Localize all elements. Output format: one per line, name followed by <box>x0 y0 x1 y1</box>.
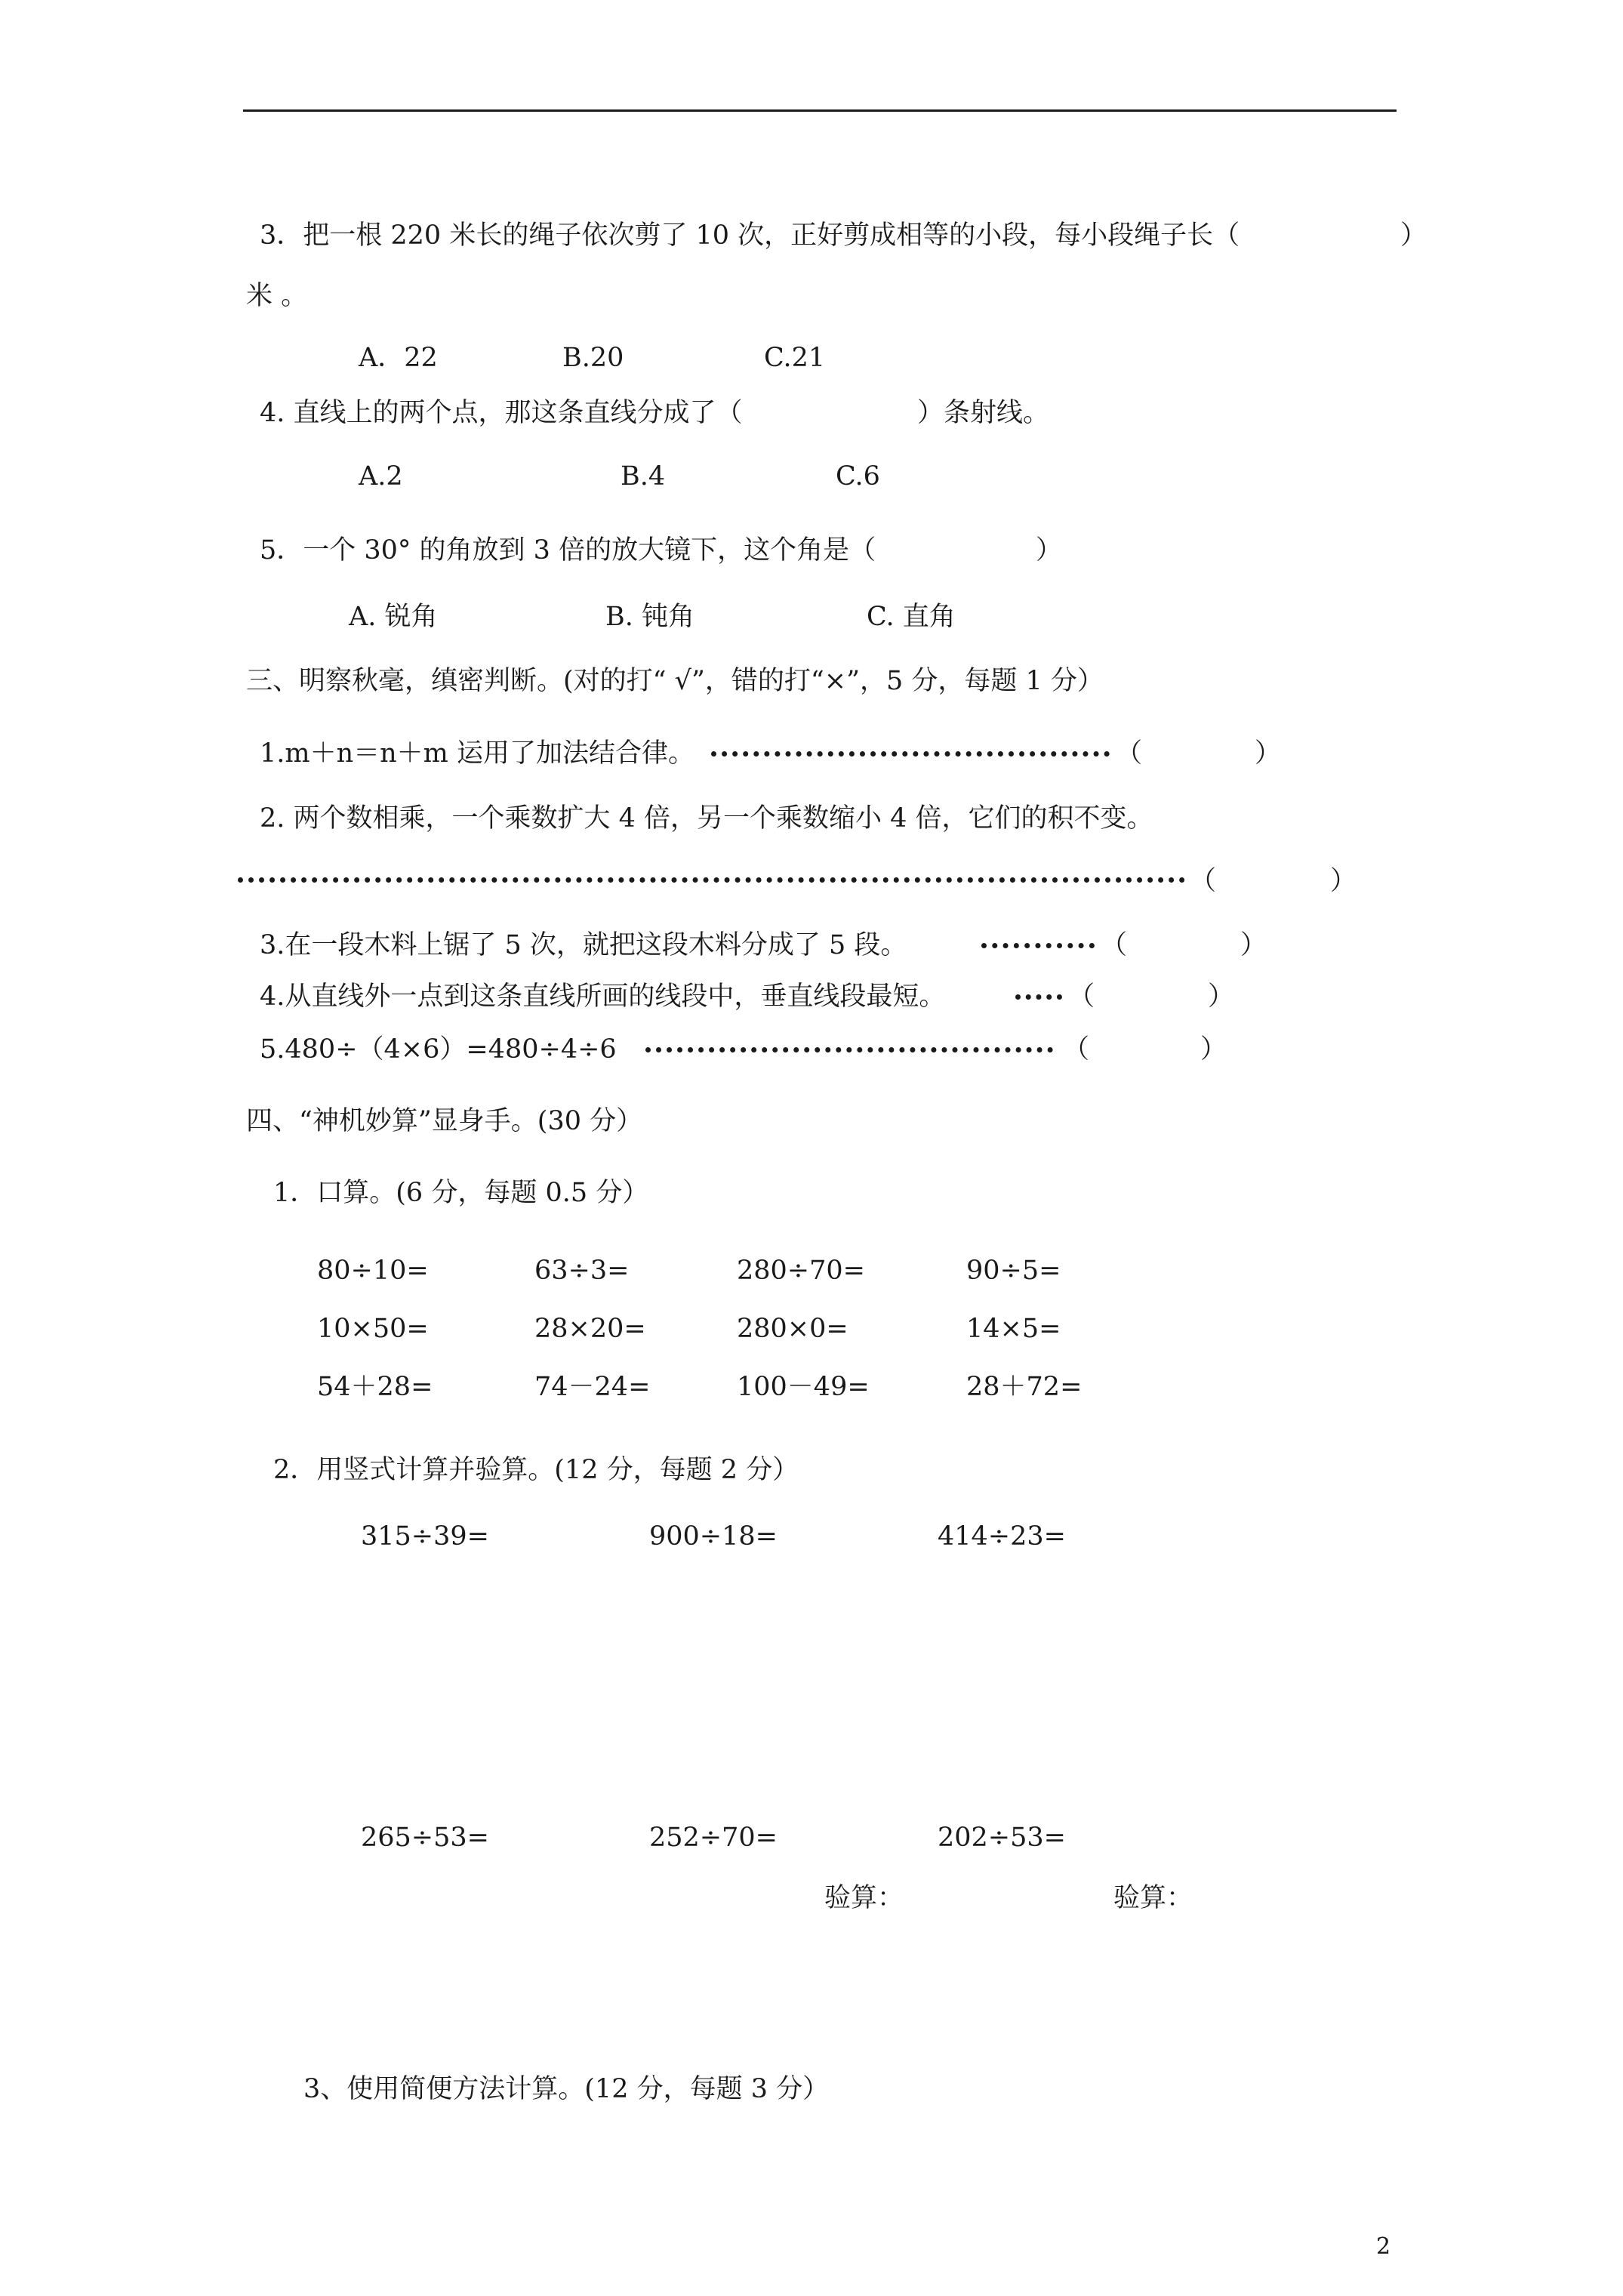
judge-item-3: 3.在一段木料上锯了 5 次，就把这段木料分成了 5 段。 <box>260 930 907 960</box>
mental-math-item: 280÷70= <box>737 1256 865 1286</box>
vertical-calc-item: 265÷53= <box>361 1823 489 1853</box>
vertical-calc-item: 414÷23= <box>938 1521 1066 1552</box>
q5-close-paren: ） <box>1036 535 1063 566</box>
judge-item-5-close: ） <box>1200 1034 1227 1065</box>
mental-math-item: 54＋28= <box>317 1372 433 1402</box>
q4-option-a: A.2 <box>359 461 403 492</box>
judge-item-2-close: ） <box>1330 866 1357 896</box>
judge-item-4-close: ） <box>1208 982 1235 1012</box>
q3-option-b: B.20 <box>562 343 624 373</box>
page-number: 2 <box>1376 2233 1391 2260</box>
q4-text: 4. 直线上的两个点，那这条直线分成了（ <box>260 398 743 428</box>
vertical-calc-item: 900÷18= <box>649 1521 778 1552</box>
judge-item-4-leader <box>1015 994 1062 1000</box>
q3-close-paren: ） <box>1400 220 1427 251</box>
judge-item-4-open: （ <box>1068 982 1095 1012</box>
q3-continuation: 米 。 <box>246 281 308 311</box>
vertical-calc-title: 2．用竖式计算并验算。(12 分，每题 2 分） <box>273 1455 799 1485</box>
judge-item-3-close: ） <box>1240 930 1267 960</box>
header-rule <box>243 109 1397 112</box>
section3-title: 三、明察秋毫，缜密判断。(对的打“ √”，错的打“×”，5 分，每题 1 分） <box>246 666 1104 696</box>
q4-option-c: C.6 <box>836 461 880 492</box>
judge-item-2-open: （ <box>1190 866 1217 896</box>
q5-text: 5．一个 30° 的角放到 3 倍的放大镜下，这个角是（ <box>260 535 876 566</box>
judge-item-4: 4.从直线外一点到这条直线所画的线段中，垂直线段最短。 <box>260 982 946 1012</box>
mental-math-title: 1．口算。(6 分，每题 0.5 分） <box>273 1178 649 1208</box>
judge-item-2-leader <box>238 877 1185 883</box>
mental-math-item: 63÷3= <box>534 1256 630 1286</box>
judge-item-1-close: ） <box>1255 738 1282 769</box>
mental-math-item: 74－24= <box>534 1372 651 1402</box>
judge-item-2: 2. 两个数相乘，一个乘数扩大 4 倍，另一个乘数缩小 4 倍，它们的积不变。 <box>260 803 1153 834</box>
mental-math-item: 10×50= <box>317 1314 429 1344</box>
judge-item-1-leader <box>711 751 1110 757</box>
judge-item-3-leader <box>981 943 1095 948</box>
q4-option-b: B.4 <box>621 461 666 492</box>
mental-math-item: 28＋72= <box>966 1372 1083 1402</box>
judge-item-5-open: （ <box>1063 1034 1090 1065</box>
check-label: 验算： <box>824 1883 904 1913</box>
judge-item-5-leader <box>645 1047 1053 1052</box>
judge-item-1-open: （ <box>1116 738 1143 769</box>
q5-option-a: A. 锐角 <box>349 602 438 632</box>
vertical-calc-item: 252÷70= <box>649 1823 778 1853</box>
check-label: 验算： <box>1113 1883 1193 1913</box>
q5-option-c: C. 直角 <box>867 602 956 632</box>
section4-title: 四、“神机妙算”显身手。(30 分） <box>246 1106 643 1136</box>
mental-math-item: 90÷5= <box>966 1256 1061 1286</box>
mental-math-item: 14×5= <box>966 1314 1061 1344</box>
mental-math-item: 28×20= <box>534 1314 646 1344</box>
judge-item-1: 1.m＋n＝n＋m 运用了加法结合律。 <box>260 738 694 769</box>
mental-math-item: 100－49= <box>737 1372 870 1402</box>
q5-option-b: B. 钝角 <box>605 602 694 632</box>
vertical-calc-item: 202÷53= <box>938 1823 1066 1853</box>
q3-option-a: A．22 <box>359 343 438 373</box>
judge-item-3-open: （ <box>1101 930 1128 960</box>
vertical-calc-item: 315÷39= <box>361 1521 489 1552</box>
mental-math-item: 280×0= <box>737 1314 848 1344</box>
mental-math-item: 80÷10= <box>317 1256 429 1286</box>
q3-option-c: C.21 <box>764 343 826 373</box>
q4-close-paren: ）条射线。 <box>917 398 1050 428</box>
q3-text: 3．把一根 220 米长的绳子依次剪了 10 次，正好剪成相等的小段，每小段绳子长（ <box>260 220 1240 251</box>
simplified-calc-title: 3、使用简便方法计算。(12 分，每题 3 分） <box>303 2074 830 2104</box>
judge-item-5: 5.480÷（4×6）=480÷4÷6 <box>260 1034 617 1065</box>
